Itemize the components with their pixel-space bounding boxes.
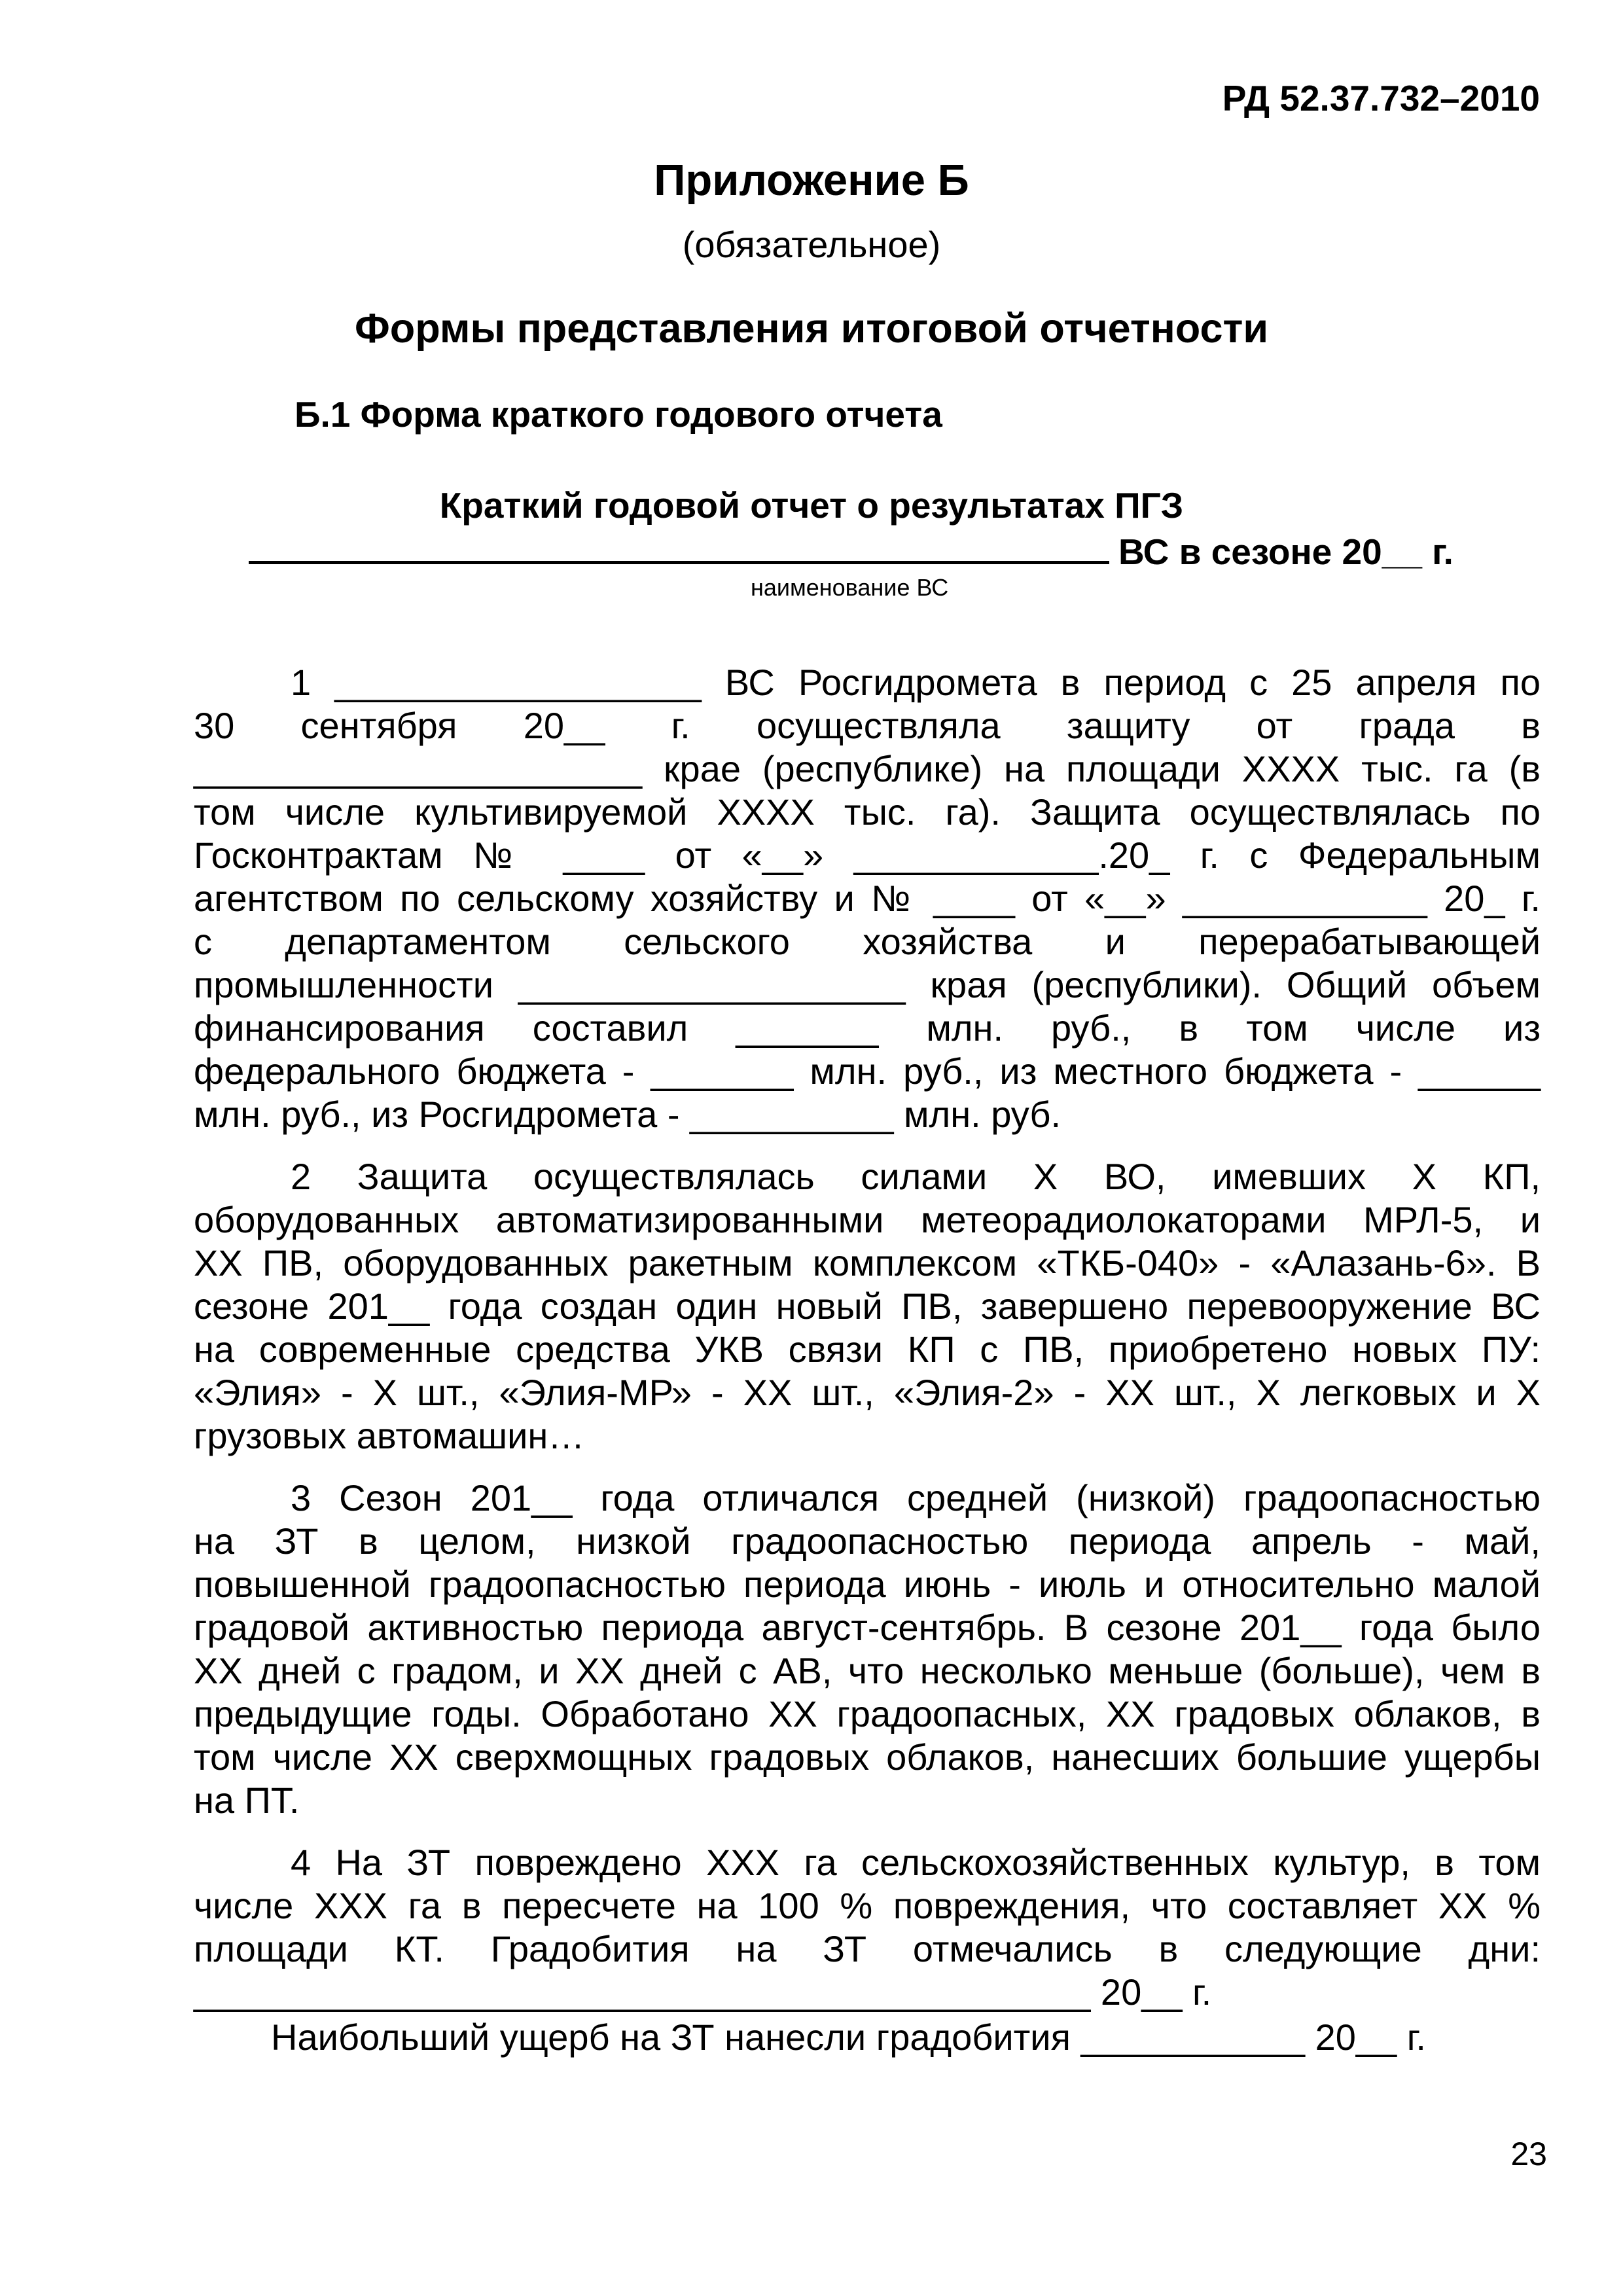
body-line: сезоне 201__ года создан один новый ПВ, завершено перевооружение ВС (194, 1285, 1541, 1327)
body-line: финансирования составил _______ млн. руб., в том числе из (194, 1007, 1541, 1049)
body-line: ХХ ПВ, оборудованных ракетным комплексом «ТКБ-040» - «Алазань-6». В (194, 1242, 1541, 1283)
body-line: промышленности ___________________ края (республики). Общий объем (194, 964, 1541, 1005)
body-line: числе ХХХ га в пересчете на 100 % повреждения, что составляет ХХ % (194, 1885, 1541, 1926)
body-line: «Элия» - Х шт., «Элия-МР» - ХХ шт., «Элия-2» - ХХ шт., Х легковых и Х (194, 1372, 1541, 1413)
body-line: повышенной градоопасностью периода июнь - июль и относительно малой (194, 1564, 1541, 1605)
forms-title: Формы представления итоговой отчетности (354, 306, 1269, 351)
body-line: 2 Защита осуществлялась силами Х ВО, имевших Х КП, (291, 1156, 1541, 1197)
document-code: РД 52.37.732–2010 (1222, 78, 1540, 118)
report-title-line-2 (249, 527, 1454, 573)
page-number: 23 (1510, 2136, 1547, 2172)
body-line: площади КТ. Градобития на ЗТ отмечались в следующие дни: (194, 1928, 1541, 1969)
body-line: агентством по сельскому хозяйству и № ____ от «__» ____________ 20_ г. (194, 878, 1541, 919)
body-line: 1 __________________ ВС Росгидромета в период с 25 апреля по (291, 662, 1541, 703)
body-line: ____________________________________________ 20__ г. (194, 1971, 1212, 2013)
body-line: грузовых автомашин… (194, 1415, 585, 1456)
body-line: ______________________ крае (республике) на площади ХХХХ тыс. га (в (194, 748, 1541, 789)
body-line: на современные средства УКВ связи КП с ПВ, приобретено новых ПУ: (194, 1329, 1541, 1370)
body-line: на ПТ. (194, 1780, 300, 1821)
body-line: том числе ХХ сверхмощных градовых облаков, нанесших большие ущербы (194, 1736, 1541, 1778)
body-line: 30 сентября 20__ г. осуществляла защиту от града в (194, 705, 1541, 746)
body-line: 4 На ЗТ повреждено ХХХ га сельскохозяйственных культур, в том (291, 1842, 1541, 1883)
appendix-status: (обязательное) (682, 224, 941, 265)
body-line: Наибольший ущерб на ЗТ нанесли градобития ___________ 20__ г. (271, 2017, 1426, 2058)
body-line: оборудованных автоматизированными метеорадиолокаторами МРЛ-5, и (194, 1199, 1541, 1240)
body-line: предыдущие годы. Обработано ХХ градоопасных, ХХ градовых облаков, в (194, 1693, 1541, 1734)
body-line: Госконтрактам № ____ от «__» ____________.20_ г. с Федеральным (194, 834, 1541, 876)
appendix-title: Приложение Б (654, 156, 969, 205)
vs-name-blank (249, 527, 1109, 564)
body-line: федерального бюджета - _______ млн. руб., из местного бюджета - ______ (194, 1050, 1541, 1092)
body-line: градовой активностью периода август-сентябрь. В сезоне 201__ года было (194, 1607, 1541, 1648)
body-line: с департаментом сельского хозяйства и перерабатывающей (194, 921, 1541, 962)
body-line: млн. руб., из Росгидромета - __________ млн. руб. (194, 1094, 1061, 1135)
body-line: 3 Сезон 201__ года отличался средней (низкой) градоопасностью (291, 1477, 1541, 1518)
body-line: ХХ дней с градом, и ХХ дней с АВ, что несколько меньше (больше), чем в (194, 1650, 1541, 1691)
report-title-suffix: ВС в сезоне 20__ г. (1118, 531, 1454, 572)
body-line: на ЗТ в целом, низкой градоопасностью периода апрель - май, (194, 1520, 1541, 1562)
report-title: Краткий годовой отчет о результатах ПГЗ (439, 485, 1184, 526)
vs-name-caption: наименование ВС (751, 574, 949, 601)
body-line: том числе культивируемой ХХХХ тыс. га). Защита осуществлялась по (194, 791, 1541, 833)
section-title: Б.1 Форма краткого годового отчета (294, 394, 942, 435)
